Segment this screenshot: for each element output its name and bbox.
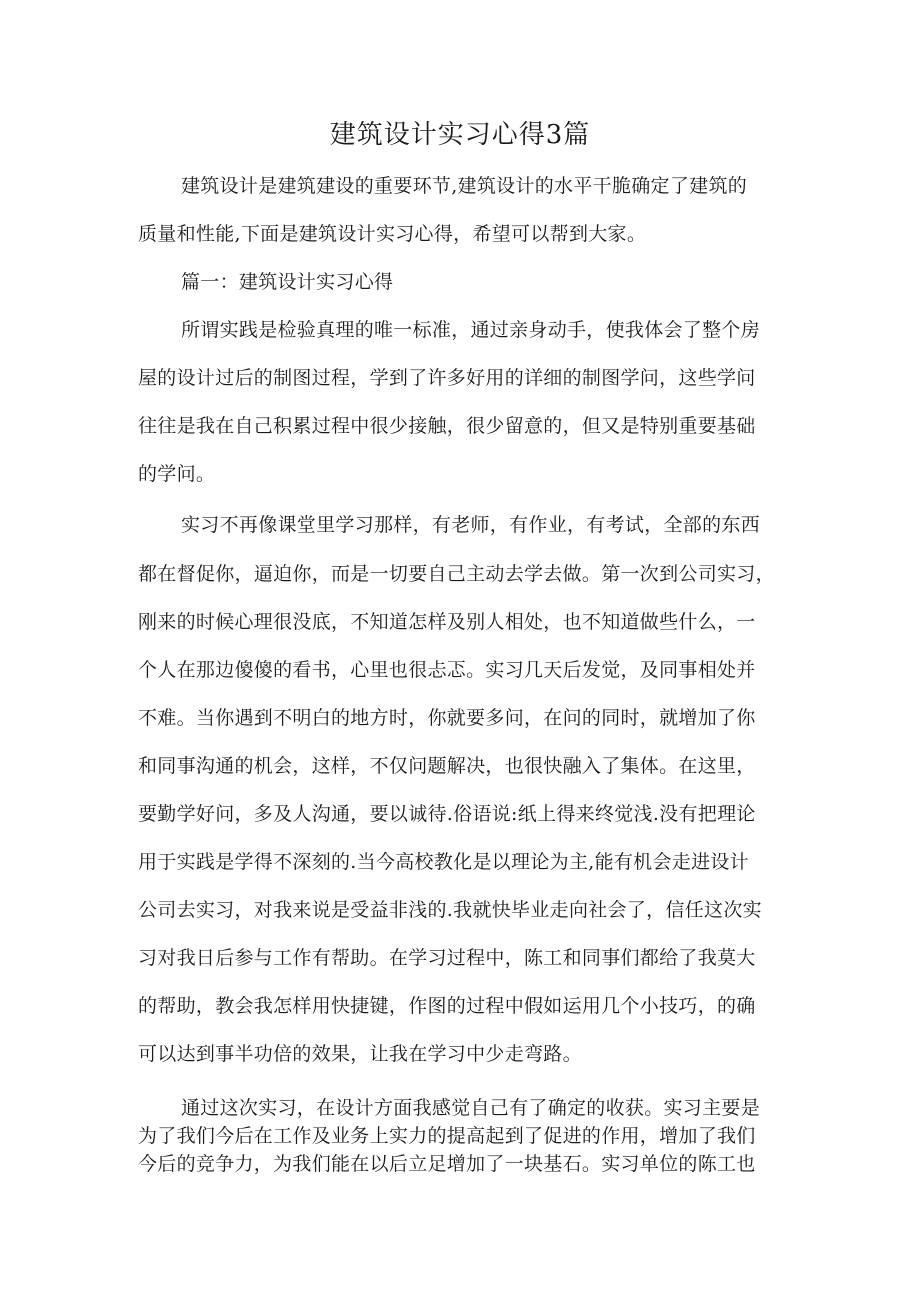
paragraph-line: 建筑设计是建筑建设的重要环节,建筑设计的水平干脆确定了建筑的 — [181, 175, 748, 197]
paragraph-line: 都在督促你，逼迫你，而是一切要自己主动去学去做。第一次到公司实习， — [138, 563, 775, 585]
paragraph-line: 公司去实习，对我来说是受益非浅的.我就快毕业走向社会了，信任这次实 — [138, 899, 762, 921]
paragraph-line: 往往是我在自己积累过程中很少接触，很少留意的，但又是特别重要基础 — [138, 415, 756, 437]
paragraph-line: 习对我日后参与工作有帮助。在学习过程中，陈工和同事们都给了我莫大 — [138, 947, 756, 969]
paragraph-line: 质量和性能,下面是建筑设计实习心得，希望可以帮到大家。 — [138, 223, 647, 245]
paragraph-line: 所谓实践是检验真理的唯一标准，通过亲身动手，使我体会了整个房 — [181, 319, 761, 341]
section-heading: 篇一：建筑设计实习心得 — [181, 271, 394, 293]
document-title: 建筑设计实习心得3篇 — [329, 120, 591, 150]
paragraph-line: 今后的竞争力，为我们能在以后立足增加了一块基石。实习单位的陈工也 — [138, 1153, 756, 1175]
paragraph-line: 通过这次实习，在设计方面我感觉自己有了确定的收获。实习主要是 — [181, 1097, 761, 1119]
paragraph-line: 的学问。 — [138, 463, 216, 485]
paragraph-line: 实习不再像课堂里学习那样，有老师，有作业，有考试，全部的东西 — [181, 514, 761, 536]
paragraph-line: 不难。当你遇到不明白的地方时，你就要多问，在问的同时，就增加了你 — [138, 707, 756, 729]
paragraph-line: 的帮助，教会我怎样用快捷键，作图的过程中假如运用几个小技巧，的确 — [138, 995, 756, 1017]
paragraph-line: 屋的设计过后的制图过程，学到了许多好用的详细的制图学问，这些学问 — [138, 367, 756, 389]
paragraph-line: 可以达到事半功倍的效果，让我在学习中少走弯路。 — [138, 1043, 582, 1065]
paragraph-line: 用于实践是学得不深刻的.当今高校教化是以理论为主,能有机会走进设计 — [138, 851, 749, 873]
paragraph-line: 刚来的时候心理很没底，不知道怎样及别人相处，也不知道做些什么，一 — [138, 611, 756, 633]
paragraph-line: 个人在那边傻傻的看书，心里也很忐忑。实习几天后发觉，及同事相处并 — [138, 659, 756, 681]
paragraph-line: 为了我们今后在工作及业务上实力的提高起到了促进的作用，增加了我们 — [138, 1125, 756, 1147]
paragraph-line: 和同事沟通的机会，这样，不仅问题解决，也很快融入了集体。在这里， — [138, 755, 756, 777]
paragraph-line: 要勤学好问，多及人沟通，要以诚待.俗语说:纸上得来终觉浅.没有把理论 — [138, 803, 756, 825]
